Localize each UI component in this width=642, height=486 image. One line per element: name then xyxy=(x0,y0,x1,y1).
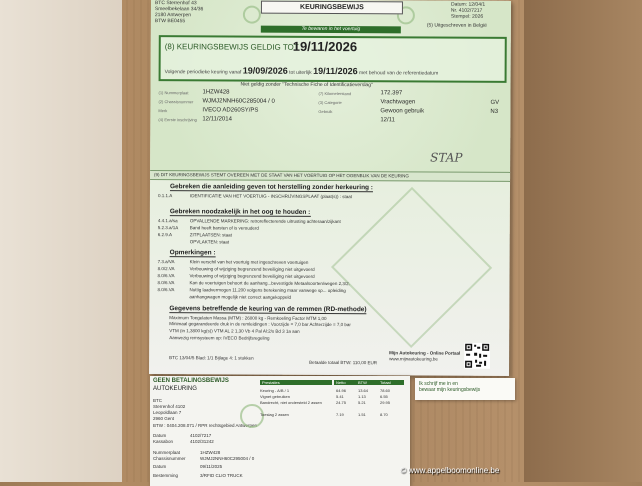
receipt-cell: 24.75 xyxy=(336,400,347,405)
receipt-cell: 5.41 xyxy=(336,394,344,399)
period-value: 12/11 xyxy=(380,117,395,124)
remark-text: Verbouwing of wijziging begrenzend beveiliging niet uitgevoerd xyxy=(189,266,315,272)
vin-label: (2) Chassisnummer xyxy=(158,99,194,105)
company-line: BTW BE0455 xyxy=(154,18,186,25)
receipt-ref-value: 4102/31242 xyxy=(190,439,214,444)
next-inspection-suffix: met behoud van de referentiedatum xyxy=(359,70,439,77)
receipt-date-label: Datum xyxy=(153,464,167,469)
remark-text: Klein verschil van het voertuig met ingeschreven voertuigen xyxy=(189,259,309,265)
defect-code: 4.4.1.a/sa xyxy=(157,218,178,224)
category-label: (3) Categorie xyxy=(318,99,342,106)
remark-code: 8.0/6.VA xyxy=(157,280,175,286)
receipt-plate-value: 1HZW428 xyxy=(200,450,221,455)
receipt-type-value: 3/RFID CLIO TRUCK xyxy=(200,473,243,478)
watermark: © www.appelboomonline.be xyxy=(400,466,500,475)
category-code-2: N3 xyxy=(490,108,499,115)
next-inspection-window xyxy=(165,65,439,76)
inspector-signature: STAP xyxy=(430,150,463,165)
receipt-cell: 5.21 xyxy=(358,400,366,405)
receipt-address-line: BTC xyxy=(153,398,162,403)
logo-ring-icon xyxy=(243,6,261,24)
km-label: (7) Kilometerstand xyxy=(318,90,352,97)
receipt-col-header: Prestaties xyxy=(260,380,332,385)
validity-box xyxy=(159,35,507,83)
receipt-cell: 1.51 xyxy=(358,412,366,417)
portal-card-line: bewaar mijn keuringsbewijs xyxy=(419,387,481,393)
payment-receipt xyxy=(150,376,410,486)
receipt-col-header: Netto xyxy=(334,380,356,385)
plate-value: 1HZW428 xyxy=(202,89,230,96)
receipt-address-line: Leopoldlaan 7 xyxy=(153,410,182,415)
defect-text: Band heeft barsten of is verouderd xyxy=(189,225,259,231)
receipt-cell: Keuring - A/B / 1 xyxy=(260,388,290,393)
receipt-ref-label: Datum xyxy=(153,433,167,438)
receipt-cell: Bandrecht, niet ondersteld 2 assen xyxy=(260,400,322,405)
receipt-cell: 64.96 xyxy=(336,388,347,393)
technical-notice: Niet geldig zonder "Technische Fiche of Identificatieverslag" xyxy=(240,81,373,89)
category-code: GV xyxy=(490,99,500,106)
remark-code: 7.3.a/VA xyxy=(157,259,175,265)
first-reg-label: (4) Eerste inschrijving xyxy=(158,117,197,123)
category-value: Vrachtwagen xyxy=(380,99,416,106)
remark-code: 8.0/6.VA xyxy=(157,287,175,293)
brake-data-heading: Gegevens betreffende de keuring van de remmen (RD-methode) xyxy=(169,305,367,314)
company-line: 2180 Antwerpen xyxy=(154,12,192,19)
security-watermark xyxy=(331,187,492,348)
remark-code: 8.0/6.VA xyxy=(157,273,175,279)
receipt-date-value: 09/11/2025 xyxy=(200,464,223,469)
defect-text: OPVALLENDE MARKERING: retroreflecterende uitrusting achteraan/zijkant xyxy=(189,218,341,225)
next-inspection-from: 19/09/2026 xyxy=(242,65,288,76)
defect-text: ZITPLAATSEN: staat xyxy=(189,232,232,238)
brake-line: Minimaal gegarandeerde druk in de remleidingen : Voorzijde = 7,0 bar Achterzijde = 7,0 bar xyxy=(169,321,351,328)
remark-text: aanhangwagen mogelijk niet correct aangekoppeld xyxy=(189,294,292,300)
receipt-ref-value: 4102/7217 xyxy=(190,433,212,438)
portal-card-line: Ik schrijf me in en xyxy=(419,381,458,387)
receipt-cell: 13.64 xyxy=(358,388,369,393)
receipt-cell: 1.13 xyxy=(358,394,366,399)
receipt-cell: 6.55 xyxy=(380,394,388,399)
receipt-vin-value: WJMJ2NNH60C295004 / 0 xyxy=(200,456,255,461)
receipt-heading: GEEN BETALINGSBEWIJS xyxy=(153,378,229,384)
footer-total: Betaalde totaal BTW: 110,00 EUR xyxy=(309,359,377,366)
plate-label: (1) Nummerplaat xyxy=(158,90,189,96)
receipt-vat: BTW : 0404.208.071 / RPR rechtsgebied Antwerpen xyxy=(153,423,258,428)
remark-text: Verbouwing of wijziging begrenzend beveiliging niet uitgevoerd xyxy=(189,273,315,279)
validity-label: (8) KEURINGSBEWIJS GELDIG TOT : xyxy=(164,42,304,52)
defect-code: 6.2.9.A xyxy=(157,232,173,238)
header-right-line: Datum: 12/04/1 xyxy=(450,1,486,8)
qr-code-icon xyxy=(464,343,490,369)
receipt-company: AUTOKEURING xyxy=(153,386,197,392)
inspection-certificate xyxy=(149,0,511,376)
next-inspection-to: 19/11/2026 xyxy=(313,65,358,77)
defect-code: 0.1.1.A xyxy=(157,193,173,199)
brake-line: Aanwezig remsysteem op: IVECO Bedrijfsregeling xyxy=(169,335,270,341)
receipt-address-line: 2960 Gent xyxy=(153,416,175,421)
wall-right xyxy=(524,0,642,482)
receipt-vin-label: Chassisnummer xyxy=(153,456,186,461)
remarks-heading: Opmerkingen : xyxy=(169,249,216,257)
company-line: Smeelbekelaan 34/36 xyxy=(154,6,204,13)
header-right-line: Stempel: 2026 xyxy=(450,13,484,20)
validity-date: 19/11/2026 xyxy=(292,38,358,55)
receipt-col-header: Totaal xyxy=(378,380,404,385)
make-value: IVECO AD260SY/PS xyxy=(202,107,259,114)
receipt-cell: 29.95 xyxy=(380,400,391,405)
next-inspection-prefix: Volgende periodieke keuring vanaf xyxy=(164,69,242,76)
document-title: KEURINGSBEWIJS xyxy=(261,1,403,15)
status-statement: (9) DIT KEURINGSBEWIJS STEMT OVEREEN MET DE STAAT VAN HET VOERTUIG OP HET OGENBLIK VAN DE KEURING xyxy=(150,170,511,182)
wall-left xyxy=(0,0,122,482)
portal-card xyxy=(415,378,515,400)
vin-value: WJMJ2NNH60C285004 / 0 xyxy=(202,98,275,105)
portal-label: Mijn Autokeuring - Online Portaal xyxy=(389,350,461,356)
first-reg-value: 12/11/2014 xyxy=(202,116,232,123)
receipt-cell: 8.70 xyxy=(380,412,388,417)
km-value: 172.397 xyxy=(380,90,403,97)
use-value: Gewoon gebruik xyxy=(380,108,425,115)
receipt-cell: 78.60 xyxy=(380,388,391,393)
remark-text: Kan de voertuigen behoort de aanhang...bevestigde Metaalsoorten/wegen 2,3/2. xyxy=(189,280,350,287)
receipt-address-line: Sterrenhof 4102 xyxy=(153,404,186,409)
company-line: BTC Sterrenhof 43 xyxy=(154,0,197,7)
next-inspection-mid: tot uiterlijk xyxy=(289,69,312,76)
defect-text: IDENTIFICATIE VAN HET VOERTUIG - INSCHRIJVINGSPLAAT (plaat(s)) : staat xyxy=(189,193,352,200)
repair-defects-heading: Gebreken die aanleiding geven tot herstelling zonder herkeuring : xyxy=(169,183,374,192)
receipt-type-label: Bestemming xyxy=(153,473,179,478)
doc-ref: (5) Uitgeschreven in België xyxy=(426,22,487,29)
use-label: Gebruik xyxy=(318,108,333,115)
make-label: Merk xyxy=(158,108,168,114)
receipt-col-header: BTW xyxy=(356,380,378,385)
remark-text: Nuttig laadvermogen 11.200 volgens berekening maar vanwege sp... opleiding xyxy=(189,287,346,294)
header-right-line: Nr. 4102/7217 xyxy=(450,7,483,14)
brake-line: VTM (in 1,3800 kg(s)) VTM AL 2 1,30 Vb 4 Pal Al:2/s Bd 3 1a aan xyxy=(169,328,300,334)
receipt-plate-label: Nummerplaat xyxy=(153,450,181,455)
receipt-cell: Toeslag 2 assen xyxy=(260,412,289,417)
receipt-cell: 7.19 xyxy=(336,412,344,417)
footer-left: BTC 13/04/5 Blad: 1/1 Bijlage 4: 1 stukken xyxy=(169,355,254,361)
portal-url: www.mijnautokeuring.be xyxy=(389,356,438,362)
attention-defects-heading: Gebreken noodzakelijk in het oog te houden : xyxy=(169,208,311,216)
keep-in-vehicle-banner: Te bewaren in het voertuig xyxy=(261,26,401,34)
defect-text: OPVLAKTEN: staat xyxy=(189,239,229,245)
receipt-cell: Vignet gebruiken xyxy=(260,394,290,399)
defect-code: 5.2.3.a/1A xyxy=(157,225,179,231)
brake-line: Maximum Toegelaten Massa (MTM) : 26000 kg - Remkoeling Factor MTM 1,00 xyxy=(169,315,327,321)
remark-code: 8.0/2.VA xyxy=(157,266,175,272)
receipt-ref-label: Kassabon xyxy=(153,439,174,444)
